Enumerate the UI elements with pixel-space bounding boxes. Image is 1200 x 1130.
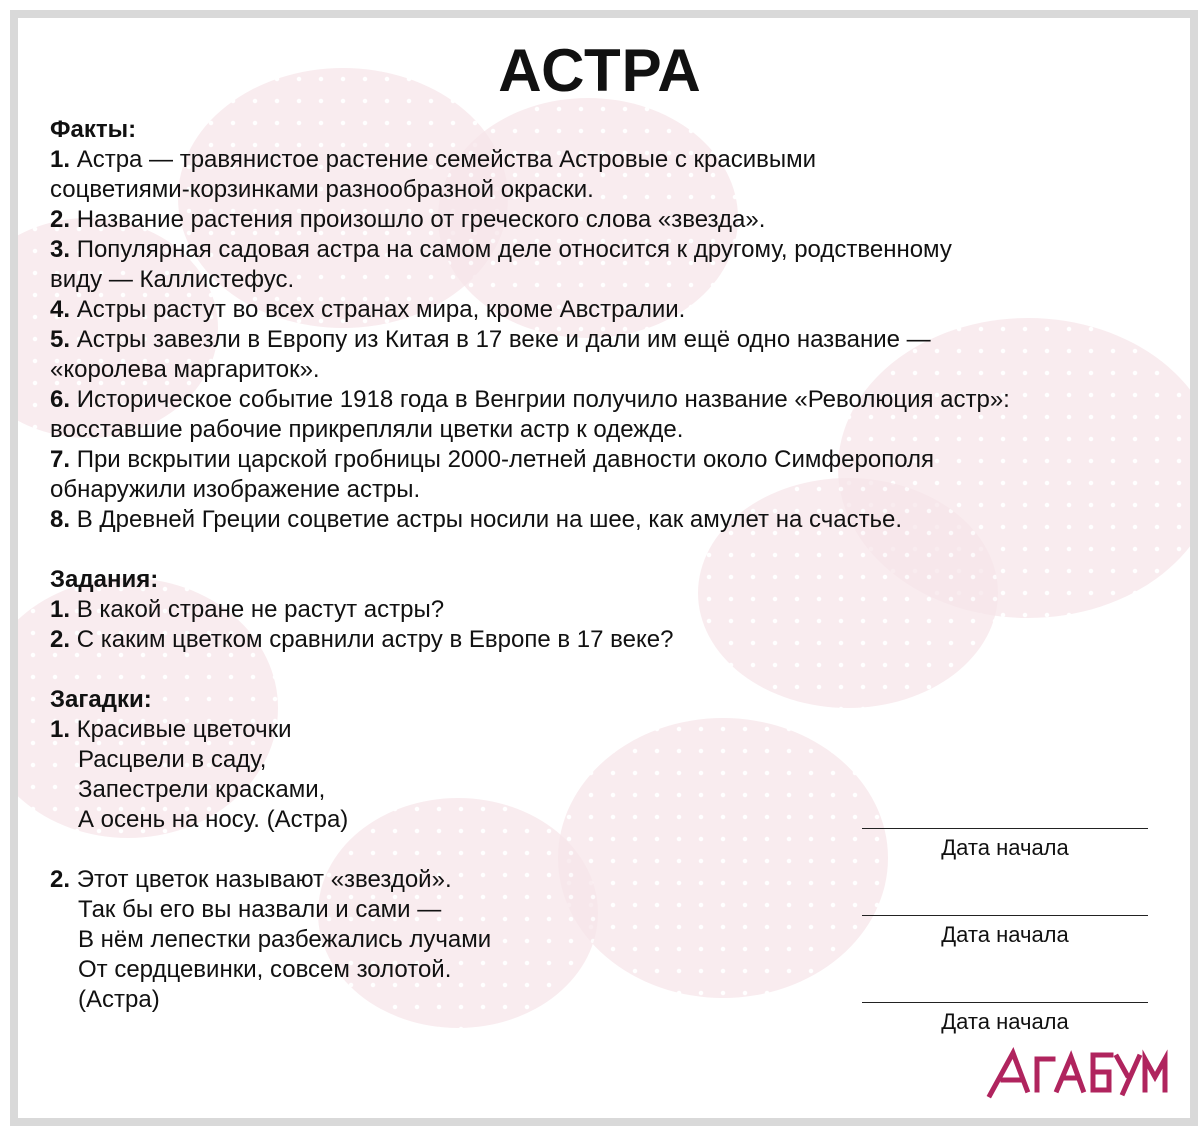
facts-section	[50, 115, 1010, 535]
riddle-text: Этот цветок называют «звездой».	[76, 866, 452, 893]
fact-text: Популярная садовая астра на самом деле относится к другому, родственному	[76, 236, 952, 263]
fact-item	[50, 205, 1010, 235]
task-item	[50, 595, 673, 625]
riddle-text: Запестрели красками,	[78, 776, 326, 803]
riddles-section	[50, 685, 491, 1015]
task-number: 1.	[50, 596, 71, 623]
start-date-field[interactable]	[862, 1002, 1148, 1035]
riddle-text: Так бы его вы назвали и сами —	[78, 896, 442, 923]
fact-text: Историческое событие 1918 года в Венгрии получило название «Революция астр»:	[76, 386, 1010, 413]
fact-number: 8.	[50, 506, 71, 533]
spacer	[50, 835, 491, 865]
fact-item	[50, 385, 1010, 415]
fact-item	[50, 445, 1010, 475]
fact-text: «королева маргариток».	[50, 356, 320, 383]
start-date-label: Дата начала	[941, 922, 1069, 947]
fact-item	[50, 325, 1010, 355]
task-text: В какой стране не растут астры?	[76, 596, 445, 623]
tasks-section	[50, 565, 673, 655]
riddle-line	[50, 865, 491, 895]
fact-number: 4.	[50, 296, 71, 323]
riddle-line	[50, 775, 491, 805]
start-date-label: Дата начала	[941, 1009, 1069, 1034]
riddle-number: 1.	[50, 716, 71, 743]
fact-text: Астра — травянистое растение семейства Астровые с красивыми	[76, 146, 817, 173]
fact-item	[50, 295, 1010, 325]
riddle-line	[50, 895, 491, 925]
start-date-field[interactable]	[862, 915, 1148, 948]
task-text: С каким цветком сравнили астру в Европе в 17 веке?	[76, 626, 674, 653]
fact-number: 3.	[50, 236, 71, 263]
fact-number: 5.	[50, 326, 71, 353]
fact-text: В Древней Греции соцветие астры носили на шее, как амулет на счастье.	[76, 506, 903, 533]
fact-item	[50, 415, 1010, 445]
fact-item	[50, 175, 1010, 205]
fact-item	[50, 355, 1010, 385]
riddle-line	[50, 985, 491, 1015]
agabum-logo	[985, 1045, 1170, 1105]
fact-item	[50, 235, 1010, 265]
riddle-text: От сердцевинки, совсем золотой.	[78, 956, 452, 983]
riddle-line	[50, 805, 491, 835]
facts-heading: Факты:	[50, 116, 137, 143]
task-number: 2.	[50, 626, 71, 653]
fact-item	[50, 475, 1010, 505]
riddle-number: 2.	[50, 866, 71, 893]
fact-text: восставшие рабочие прикрепляли цветки астр к одежде.	[50, 416, 684, 443]
start-date-label: Дата начала	[941, 835, 1069, 860]
riddle-line	[50, 745, 491, 775]
fact-item	[50, 145, 1010, 175]
fact-text: обнаружили изображение астры.	[50, 476, 421, 503]
riddle-text: Расцвели в саду,	[78, 746, 267, 773]
riddles-heading: Загадки:	[50, 686, 152, 713]
fact-text: соцветиями-корзинками разнообразной окраски.	[50, 176, 594, 203]
task-item	[50, 625, 673, 655]
fact-text: Название растения произошло от греческого слова «звезда».	[76, 206, 766, 233]
riddle-text: А осень на носу. (Астра)	[78, 806, 349, 833]
riddle-line	[50, 925, 491, 955]
fact-text: При вскрытии царской гробницы 2000-летней давности около Симферополя	[76, 446, 935, 473]
tasks-heading: Задания:	[50, 566, 159, 593]
fact-text: виду — Каллистефус.	[50, 266, 295, 293]
fact-item	[50, 505, 1010, 535]
fact-number: 6.	[50, 386, 71, 413]
riddle-line	[50, 955, 491, 985]
fact-text: Астры растут во всех странах мира, кроме Австралии.	[76, 296, 686, 323]
riddle-text: Красивые цветочки	[76, 716, 292, 743]
page-title: АСТРА	[498, 37, 702, 104]
riddle-text: (Астра)	[78, 986, 160, 1013]
fact-item	[50, 265, 1010, 295]
fact-text: Астры завезли в Европу из Китая в 17 веке и дали им ещё одно название —	[76, 326, 931, 353]
riddle-text: В нём лепестки разбежались лучами	[78, 926, 492, 953]
fact-number: 1.	[50, 146, 71, 173]
riddle-line	[50, 715, 491, 745]
fact-number: 2.	[50, 206, 71, 233]
fact-number: 7.	[50, 446, 71, 473]
start-date-field[interactable]	[862, 828, 1148, 861]
